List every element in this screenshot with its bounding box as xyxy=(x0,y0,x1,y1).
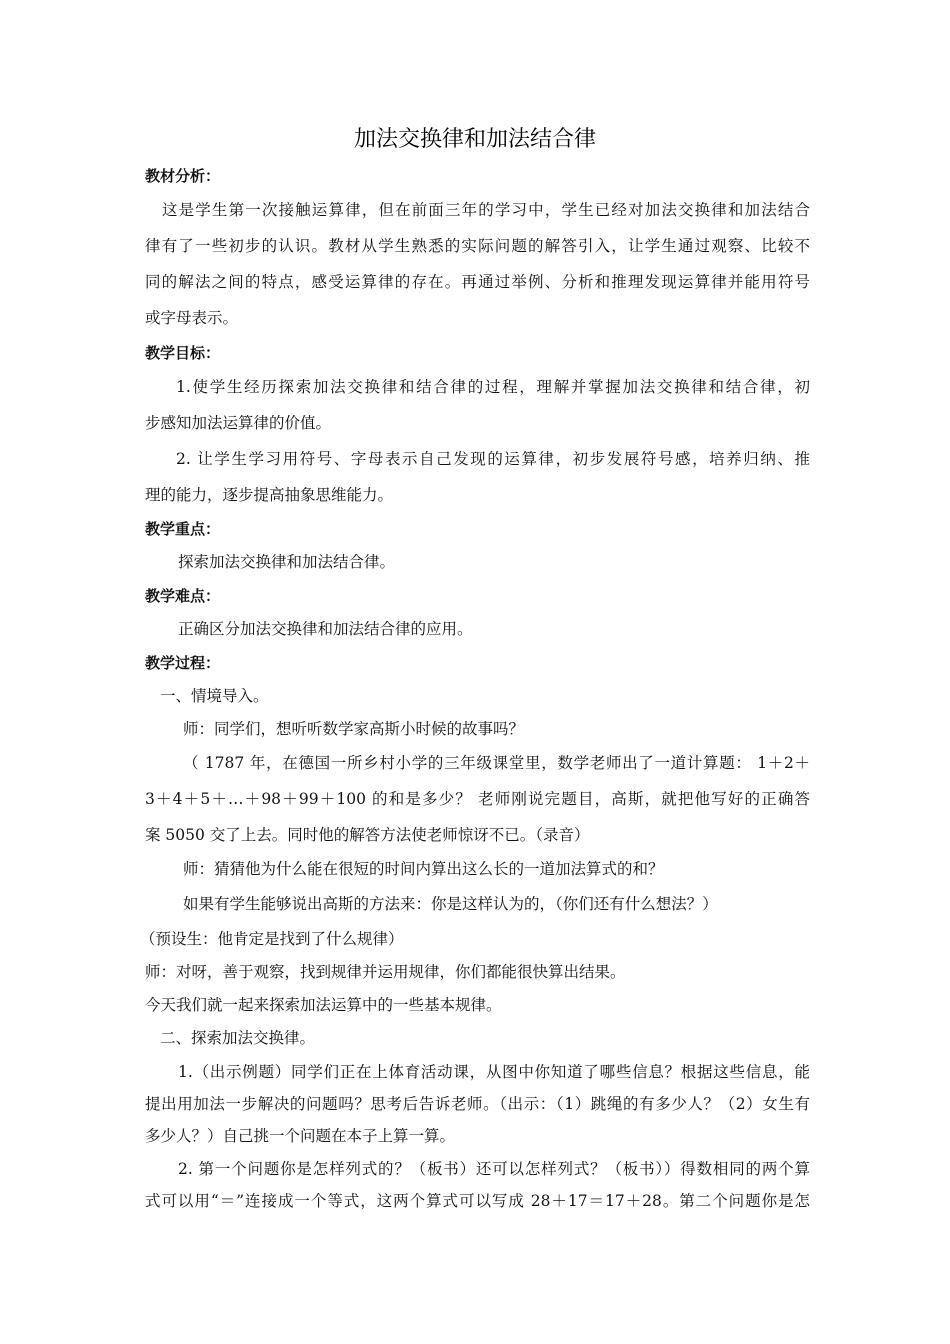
paragraph-line: 探索加法交换律和加法结合律。 xyxy=(178,553,396,571)
paragraph-line: 今天我们就一起来探索加法运算中的一些基本规律。 xyxy=(145,996,502,1014)
paragraph-line: 式可以用“＝”连接成一个等式，这两个算式可以写成 28＋17＝17＋28。第二个问题你是怎 xyxy=(145,1192,810,1210)
paragraph-line: 师：对呀，善于观察，找到规律并运用规律，你们都能很快算出结果。 xyxy=(145,963,626,981)
page-title: 加法交换律和加法结合律 xyxy=(353,127,596,152)
paragraph-line: 案 5050 交了上去。同时他的解答方法使老师惊讶不已。（录音） xyxy=(145,826,590,844)
section-heading-analysis: 教材分析： xyxy=(145,167,221,185)
paragraph-line: 2. 第一个问题你是怎样列式的？（板书）还可以怎样列式？（板书））得数相同的两个算 xyxy=(178,1160,810,1178)
paragraph-line: 1.（出示例题）同学们正在上体育活动课，从图中你知道了哪些信息？根据这些信息，能 xyxy=(178,1063,810,1081)
paragraph-line: 一、情境导入。 xyxy=(160,687,269,705)
paragraph-line: 提出用加法一步解决的问题吗？思考后告诉老师。（出示：（1）跳绳的有多少人？（2）女生有 xyxy=(145,1095,810,1113)
paragraph-line: 3＋4＋5＋…＋98＋99＋100 的和是多少？ 老师刚说完题目，高斯，就把他写好的正确答 xyxy=(145,790,810,808)
section-heading-difficulties: 教学难点： xyxy=(145,587,221,605)
paragraph-line: 理的能力，逐步提高抽象思维能力。 xyxy=(145,486,394,504)
paragraph-line: 步感知加法运算律的价值。 xyxy=(145,414,332,432)
section-heading-goals: 教学目标： xyxy=(145,344,221,362)
paragraph-line: 同的解法之间的特点，感受运算律的存在。再通过举例、分析和推理发现运算律并能用符号 xyxy=(145,273,810,291)
paragraph-line: 或字母表示。 xyxy=(145,309,239,327)
paragraph-line: 这是学生第一次接触运算律，但在前面三年的学习中，学生已经对加法交换律和加法结合 xyxy=(162,201,810,219)
paragraph-line: 多少人？）自己挑一个问题在本子上算一算。 xyxy=(145,1127,456,1145)
paragraph-line: （预设生：他肯定是找到了什么规律） xyxy=(140,930,404,948)
paragraph-line: 师：同学们，想听听数学家高斯小时候的故事吗？ xyxy=(183,720,525,738)
section-heading-process: 教学过程： xyxy=(145,654,221,672)
paragraph-line: 2. 让学生学习用符号、字母表示自己发现的运算律，初步发展符号感，培养归纳、推 xyxy=(176,450,810,468)
paragraph-line: （ 1787 年，在德国一所乡村小学的三年级课堂里，数学老师出了一道计算题： 1＋2＋ xyxy=(183,754,810,772)
section-heading-key-points: 教学重点： xyxy=(145,520,221,538)
paragraph-line: 二、探索加法交换律。 xyxy=(160,1029,316,1047)
paragraph-line: 正确区分加法交换律和加法结合律的应用。 xyxy=(178,620,473,638)
paragraph-line: 1.使学生经历探索加法交换律和结合律的过程，理解并掌握加法交换律和结合律，初 xyxy=(176,378,810,396)
paragraph-line: 律有了一些初步的认识。教材从学生熟悉的实际问题的解答引入，让学生通过观察、比较不 xyxy=(145,237,810,255)
paragraph-line: 如果有学生能够说出高斯的方法来：你是这样认为的，（你们还有什么想法？） xyxy=(183,895,718,913)
paragraph-line: 师：猜猜他为什么能在很短的时间内算出这么长的一道加法算式的和？ xyxy=(183,860,664,878)
